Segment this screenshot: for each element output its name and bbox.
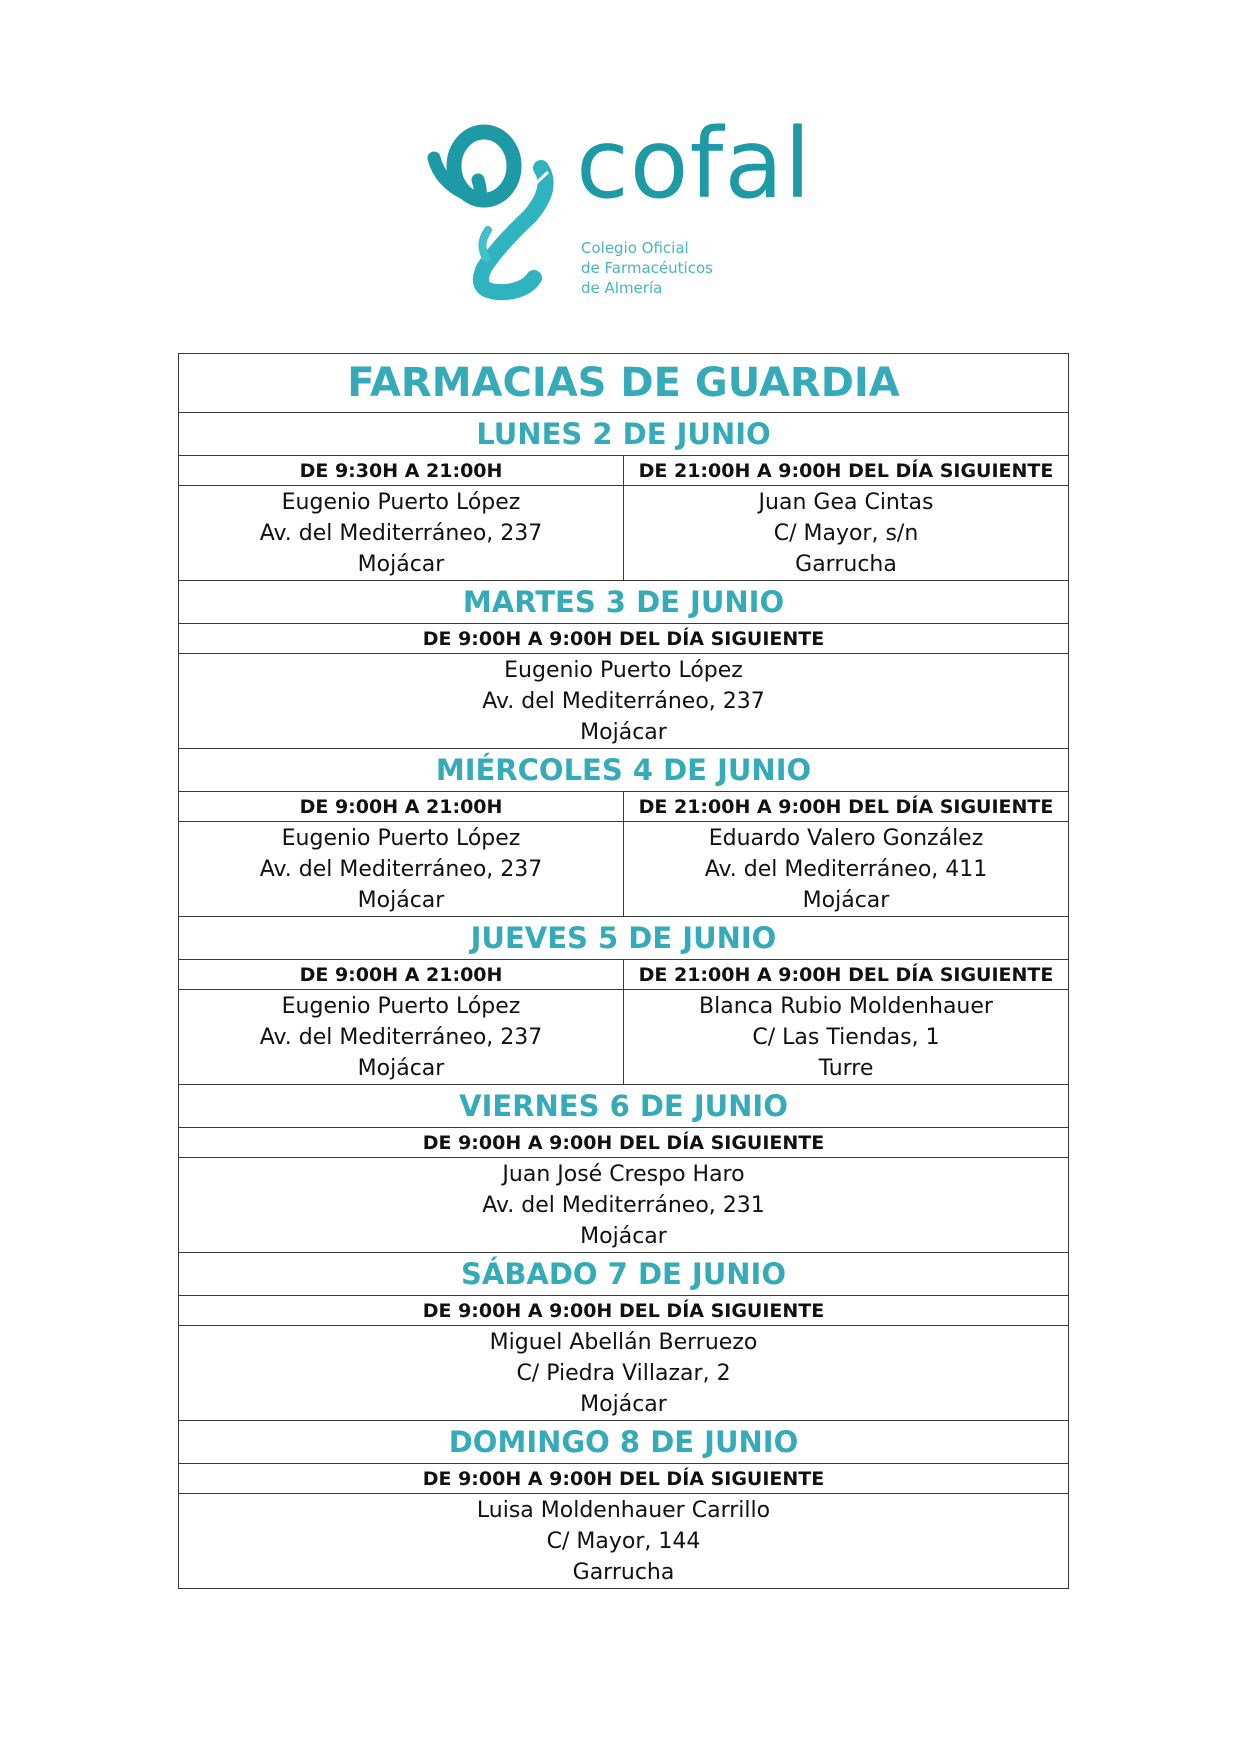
- pharmacy-name: Eugenio Puerto López: [504, 657, 743, 683]
- day-heading: LUNES 2 DE JUNIO: [179, 413, 1069, 456]
- time-slot: DE 9:00H A 9:00H DEL DÍA SIGUIENTE: [179, 1464, 1069, 1494]
- pharmacy-cell: [179, 486, 624, 581]
- day-heading: DOMINGO 8 DE JUNIO: [179, 1421, 1069, 1464]
- time-slot: DE 9:00H A 9:00H DEL DÍA SIGUIENTE: [179, 1128, 1069, 1158]
- pharmacy-name: Juan Gea Cintas: [758, 489, 934, 515]
- pharmacy-town: Mojácar: [580, 719, 667, 745]
- pharmacy-town: Mojácar: [580, 1223, 667, 1249]
- day-heading: MIÉRCOLES 4 DE JUNIO: [179, 749, 1069, 792]
- pharmacy-cell: [179, 1326, 1069, 1421]
- pharmacy-town: Garrucha: [572, 1559, 675, 1585]
- pharmacy-town: Mojácar: [580, 1391, 667, 1417]
- pharmacy-address: C/ Mayor, 144: [546, 1528, 701, 1554]
- time-slot: DE 9:00H A 9:00H DEL DÍA SIGUIENTE: [179, 624, 1069, 654]
- pharmacy-name: Juan José Crespo Haro: [502, 1161, 745, 1187]
- day-heading: MARTES 3 DE JUNIO: [179, 581, 1069, 624]
- pharmacy-address: Av. del Mediterráneo, 237: [482, 688, 765, 714]
- pharmacy-cell: [624, 486, 1069, 581]
- pharmacy-address: Av. del Mediterráneo, 237: [259, 520, 543, 546]
- logo-subtitle: [581, 238, 713, 298]
- logo-subtitle-line: Colegio Oficial: [581, 239, 689, 257]
- pharmacy-name: Luisa Moldenhauer Carrillo: [476, 1497, 771, 1523]
- pharmacy-name: Eugenio Puerto López: [281, 489, 521, 515]
- pharmacy-town: Garrucha: [795, 551, 897, 577]
- pharmacy-town: Mojácar: [802, 887, 890, 913]
- pharmacy-address: Av. del Mediterráneo, 231: [482, 1192, 765, 1218]
- pharmacy-address: Av. del Mediterráneo, 237: [259, 856, 543, 882]
- pharmacy-town: Mojácar: [357, 551, 445, 577]
- logo-subtitle-line: de Almería: [581, 279, 663, 297]
- time-slot: DE 9:00H A 21:00H: [179, 792, 624, 822]
- time-slot: DE 9:00H A 9:00H DEL DÍA SIGUIENTE: [179, 1296, 1069, 1326]
- pharmacy-address: C/ Las Tiendas, 1: [752, 1024, 940, 1050]
- time-slot: DE 9:00H A 21:00H: [179, 960, 624, 990]
- pharmacy-address: Av. del Mediterráneo, 237: [259, 1024, 543, 1050]
- day-heading: VIERNES 6 DE JUNIO: [179, 1085, 1069, 1128]
- pharmacy-cell: [179, 990, 624, 1085]
- time-slot: DE 21:00H A 9:00H DEL DÍA SIGUIENTE: [624, 456, 1069, 486]
- day-heading: JUEVES 5 DE JUNIO: [179, 917, 1069, 960]
- pharmacy-town: Mojácar: [357, 1055, 445, 1081]
- logo-wordmark: cofal: [576, 108, 812, 220]
- pharmacy-name: Blanca Rubio Moldenhauer: [699, 993, 993, 1019]
- cofal-logo: [426, 108, 826, 303]
- day-heading: SÁBADO 7 DE JUNIO: [179, 1253, 1069, 1296]
- pharmacy-cell: [624, 990, 1069, 1085]
- time-slot: DE 9:30H A 21:00H: [179, 456, 624, 486]
- pharmacy-cell: [624, 822, 1069, 917]
- pharmacy-town: Mojácar: [357, 887, 445, 913]
- pharmacy-name: Eugenio Puerto López: [281, 825, 521, 851]
- serpent-emblem-icon: [426, 118, 576, 303]
- pharmacy-name: Eugenio Puerto López: [281, 993, 521, 1019]
- pharmacy-cell: [179, 654, 1069, 749]
- pharmacy-name: Miguel Abellán Berruezo: [489, 1329, 758, 1355]
- page-title: FARMACIAS DE GUARDIA: [179, 354, 1069, 413]
- guard-pharmacies-table: [178, 353, 1069, 1589]
- logo-subtitle-line: de Farmacéuticos: [581, 259, 713, 277]
- pharmacy-address: Av. del Mediterráneo, 411: [704, 856, 988, 882]
- pharmacy-cell: [179, 1494, 1069, 1589]
- pharmacy-town: Turre: [818, 1055, 874, 1081]
- pharmacy-cell: [179, 822, 624, 917]
- pharmacy-address: C/ Piedra Villazar, 2: [516, 1360, 731, 1386]
- time-slot: DE 21:00H A 9:00H DEL DÍA SIGUIENTE: [624, 960, 1069, 990]
- time-slot: DE 21:00H A 9:00H DEL DÍA SIGUIENTE: [624, 792, 1069, 822]
- pharmacy-name: Eduardo Valero González: [708, 825, 984, 851]
- pharmacy-address: C/ Mayor, s/n: [773, 520, 919, 546]
- pharmacy-cell: [179, 1158, 1069, 1253]
